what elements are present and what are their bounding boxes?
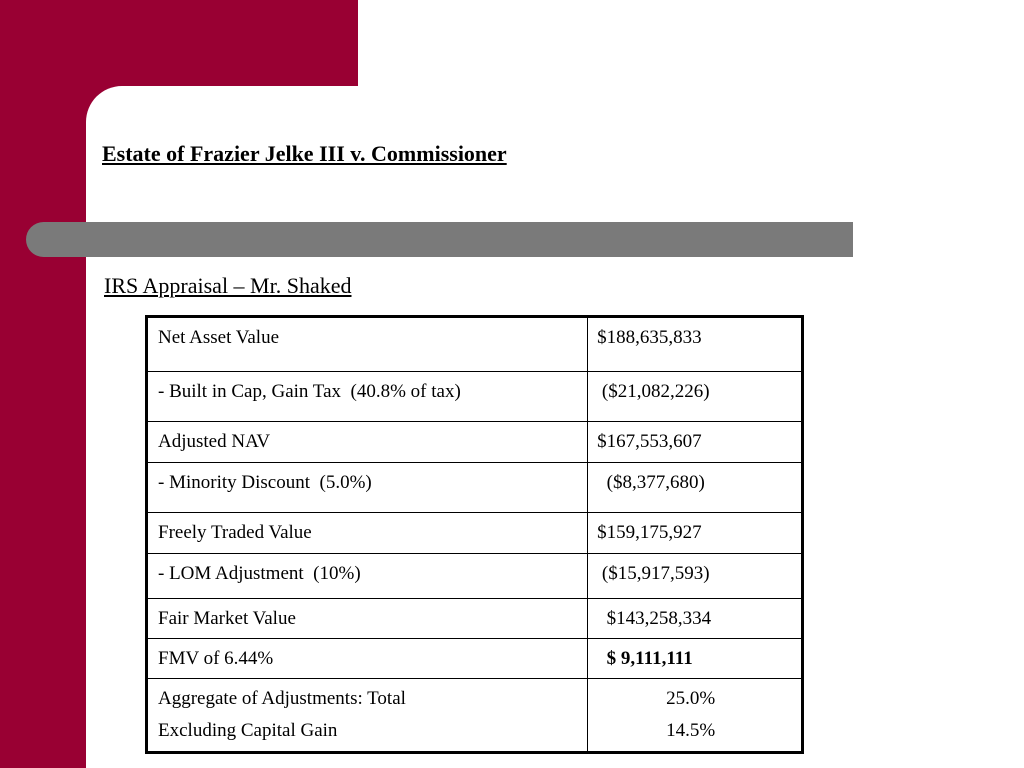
table-row <box>147 422 803 463</box>
row-label: Net Asset Value <box>147 317 588 372</box>
divider-bar <box>26 222 853 257</box>
row-label: Excluding Capital Gain <box>158 720 338 741</box>
row-label: - Minority Discount (5.0%) <box>147 463 588 513</box>
row-label: Aggregate of Adjustments: Total <box>158 688 406 709</box>
row-label: FMV of 6.44% <box>147 639 588 679</box>
table-row <box>147 599 803 639</box>
row-label-stack <box>147 679 588 753</box>
row-value-stack <box>588 679 803 753</box>
row-value: 14.5% <box>666 720 716 741</box>
row-value: $167,553,607 <box>588 422 803 463</box>
table-row <box>147 513 803 554</box>
table-row <box>147 639 803 679</box>
table-row <box>147 554 803 599</box>
row-label: Freely Traded Value <box>147 513 588 554</box>
table-row <box>147 317 803 372</box>
row-value: $143,258,334 <box>588 599 803 639</box>
row-value: 25.0% <box>666 688 716 709</box>
row-value: $ 9,111,111 <box>588 639 803 679</box>
row-value: ($15,917,593) <box>588 554 803 599</box>
table-row <box>147 372 803 422</box>
row-value: $188,635,833 <box>588 317 803 372</box>
row-label: Fair Market Value <box>147 599 588 639</box>
row-value: ($21,082,226) <box>588 372 803 422</box>
table-row <box>147 679 803 753</box>
slide-title: Estate of Frazier Jelke III v. Commissioner <box>102 141 507 166</box>
row-label: - LOM Adjustment (10%) <box>147 554 588 599</box>
top-accent-band <box>0 0 358 86</box>
appraisal-table <box>145 315 804 754</box>
table-row <box>147 463 803 513</box>
left-accent-band <box>0 0 86 768</box>
row-label: - Built in Cap, Gain Tax (40.8% of tax) <box>147 372 588 422</box>
row-value: $159,175,927 <box>588 513 803 554</box>
slide-subtitle: IRS Appraisal – Mr. Shaked <box>104 273 352 298</box>
row-label: Adjusted NAV <box>147 422 588 463</box>
row-value: ($8,377,680) <box>588 463 803 513</box>
